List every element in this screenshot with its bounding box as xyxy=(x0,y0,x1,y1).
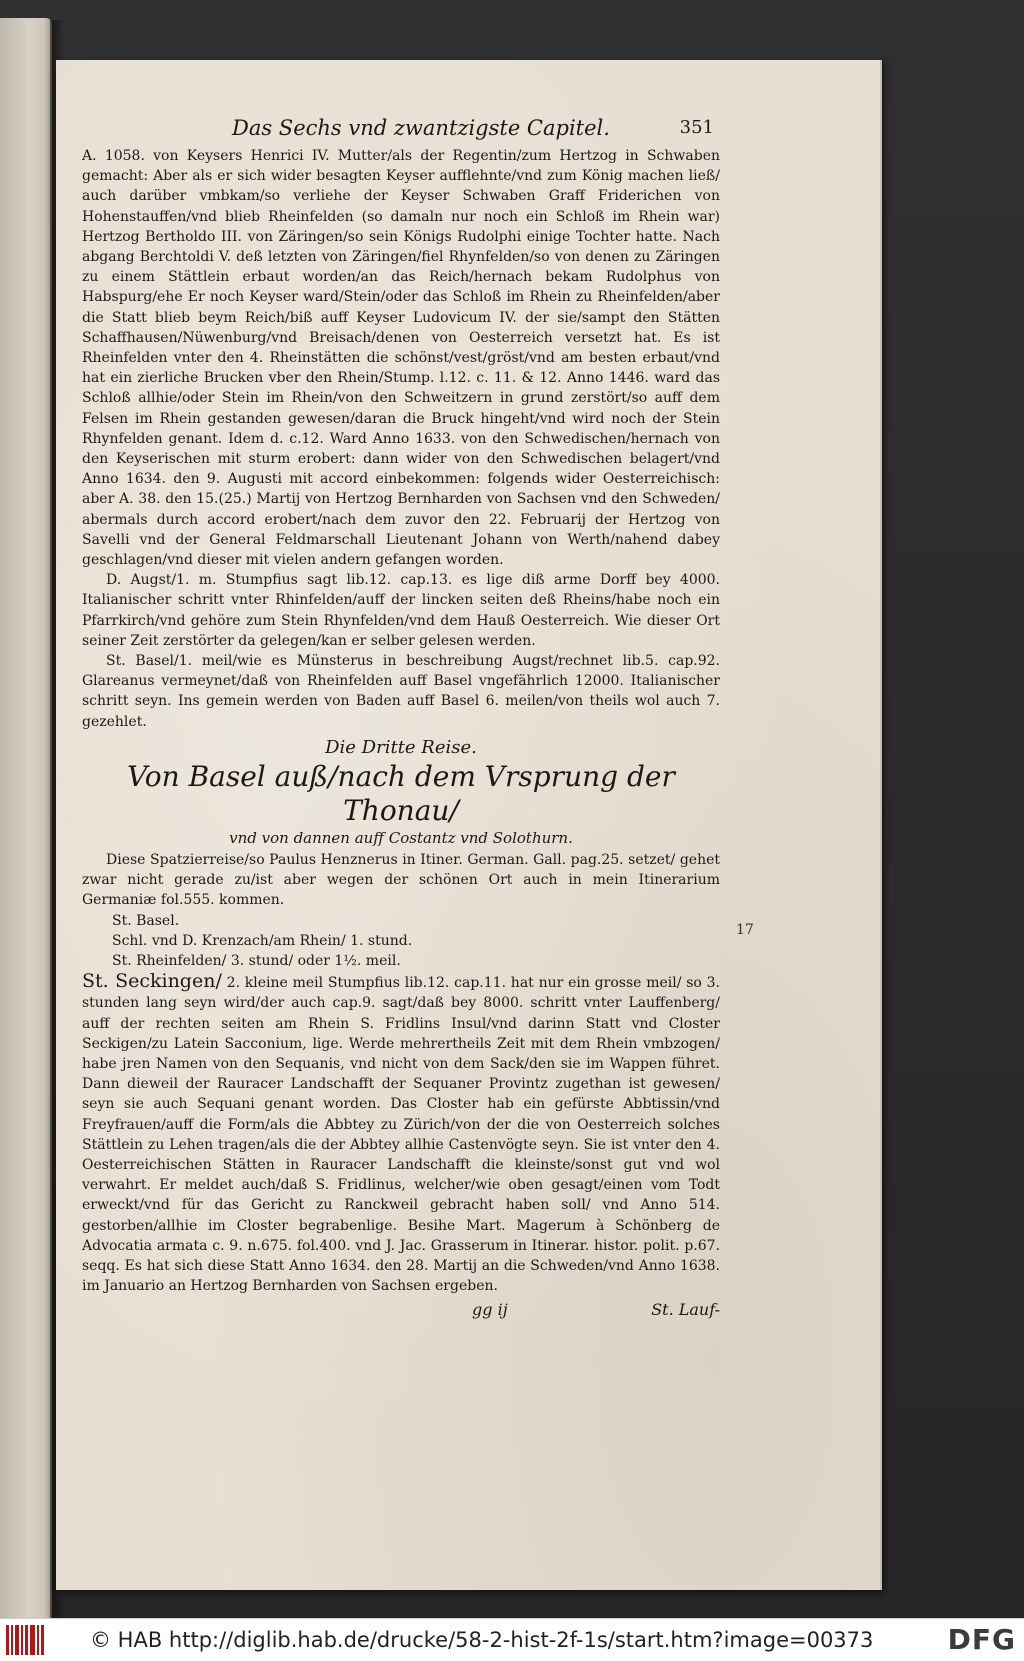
paragraph-basel: St. Basel/1. meil/wie es Münsterus in beschreibung Augst/rechnet lib.5. cap.92. Glareanus vermeynet/daß von Rheinfelden auff Basel vngefährlich 12000. Italianischer schritt seyn. Ins gemein werden von Baden auff Basel 6. meilen/von theils wol auch 7. gezehlet. xyxy=(82,653,720,730)
section-subheading: vnd von dannen auff Costantz vnd Solothurn. xyxy=(229,828,573,847)
paragraph-augst: D. Augst/1. m. Stumpfius sagt lib.12. cap.13. es lige diß arme Dorff bey 4000. Italianischer schritt vnter Rhinfelden/auff der lincken seiten deß Rheins/habe noch ein Pfarrkirch/vnd gehöre zum Stein Rhynfelden/vnd dem Hauß Oesterreich. Wie dieser Ort seiner Zeit zerstörter da gelegen/kan er selber gelesen werden. xyxy=(82,572,720,649)
running-title: Das Sechs vnd zwantzigste Capitel. xyxy=(232,116,610,140)
station-line: Schl. vnd D. Krenzach/am Rhein/ 1. stund. xyxy=(112,932,413,949)
margin-note: 17 xyxy=(736,922,754,938)
left-page-edge xyxy=(0,18,52,1618)
signature-mark: gg ij xyxy=(472,1300,508,1320)
section-heading-small: Die Dritte Reise. xyxy=(325,736,477,758)
credit-link[interactable]: © HAB http://diglib.hab.de/drucke/58-2-hist-2f-1s/start.htm?image=00373 xyxy=(90,1628,874,1652)
page-number: 351 xyxy=(679,117,714,138)
page-footer xyxy=(82,1300,720,1324)
page-text xyxy=(82,118,720,1324)
barcode-icon xyxy=(6,1625,46,1655)
station-seckingen-text: 2. kleine meil Stumpfius lib.12. cap.11. hat nur ein grosse meil/ so 3. stunden lang seyn wird/der auch cap.9. sagt/daß bey 8000. schritt vnter Lauffenberg/ auff der rechten seiten am Rhein S. Fridlins Insul/vnd darinn Statt vnd Closter Seckigen/zu Latein Sacconium, lige. Werde mehrertheils Zeit mit dem Rhein vmbzogen/ habe jren Namen von den Sequanis, vnd nicht von dem Sack/den sie im Wappen führet. Dann dieweil der Rauracer Landschafft der Sequaner Provintz zugethan ist gewesen/ seyn sie auch Sequani genant worden. Das Closter hab ein gefürste Abbtissin/vnd Freyfrauen/auff die Form/als die Abbtey zu Zürich/von der die von Oesterreich solches Stättlein zu Lehen tragen/als die der Abbtey allhie Castenvögte seyn. Sie ist vnter den 4. Oesterreichischen Stätten in Rauracer Landschafft die kleinste/sonst gut vnd wol verwahrt. Er meldet auch/daß S. Fridlinus, welcher/wie oben gesagt/einen vom Todt erweckt/vnd für das Gericht zu Ranckweil gebracht haben soll/ vnd Anno 514. gestorben/allhie im Closter begrabenlige. Besihe Mart. Magerum à Schönberg de Advocatia armata c. 9. n.675. fol.400. vnd J. Jac. Grasserum in Itinerar. histor. polit. p.67. seqq. Es hat sich diese Statt Anno 1634. den 28. Martij an die Schweden/vnd Anno 1638. im Januario an Hertzog Bernharden von Sachsen ergeben. xyxy=(82,975,720,1295)
credit-bar xyxy=(0,1618,1024,1661)
station-line: St. Rheinfelden/ 3. stund/ oder 1½. meil. xyxy=(112,952,401,969)
paragraph-seckingen xyxy=(82,971,720,1296)
section-heading-large: Von Basel auß/nach dem Vrsprung der Thonau/ xyxy=(127,759,675,827)
paragraph-rheinfelden: A. 1058. von Keysers Henrici IV. Mutter/als der Regentin/zum Hertzog in Schwaben gemacht: Aber als er sich wider besagten Keyser aufflehnte/vnd zum König machen ließ/ auch darüber vmbkam/so verliehe der Keyser Schwaben Graff Friderichen von Hohenstauffen/vnd blieb Rheinfelden (so damaln nur noch ein Schloß im Rhein war) Hertzog Bertholdo III. von Zäringen/so sein Königs Rudolphi einige Tochter hatte. Nach abgang Berchtoldi V. deß letzten von Zäringen/fiel Rhynfelden/so von denen zu Zäringen zu einem Stättlein erbaut worden/an das Reich/hernach bekam Rudolphus von Habspurg/ehe Er noch Keyser ward/Stein/oder das Schloß im Rhein zu Rheinfelden/aber die Statt blieb beym Reich/biß auff Keyser Ludovicum IV. der sie/sampt den Stätten Schaffhausen/Nüwenburg/vnd Breisach/denen von Oesterreich versetzt hat. Es ist Rheinfelden vnter den 4. Rheinstätten die schönst/vest/gröst/vnd am besten erbaut/vnd hat ein zierliche Brucken vber den Rhein/Stump. l.12. c. 11. & 12. Anno 1446. ward das Schloß allhie/oder Stein im Rhein/von den Schweitzern in grund zerstört/so auff dem Felsen im Rhein gestanden gewesen/daran die Bruck hingeht/vnd wird noch der Stein Rhynfelden genant. Idem d. c.12. Ward Anno 1633. von den Schwedischen/hernach von den Keyserischen mit sturm erobert: dann wider von den Schwedischen belagert/vnd Anno 1634. den 9. Augusti mit accord einbekommen: folgends wider Oesterreichisch: aber A. 38. den 15.(25.) Martij von Hertzog Bernharden von Sachsen vnd den Schweden/ abermals durch accord erobert/nach dem zuvor den 22. Februarij der Hertzog von Savelli vnd der General Feldmarschall Lieutenant Johann von Werth/nahend dabey geschlagen/vnd dieser mit vielen andern gefangen worden. xyxy=(82,148,720,569)
page-header xyxy=(82,118,720,144)
paragraph-intro: Diese Spatzierreise/so Paulus Henznerus in Itiner. German. Gall. pag.25. setzet/ gehet zwar nicht gerade zu/ist aber wegen der schönen Ort auch in mein Itinerarium Germaniæ fol.555. kommen. xyxy=(82,851,720,909)
catchword: St. Lauf- xyxy=(651,1300,720,1320)
station-line: St. Basel. xyxy=(112,912,180,929)
station-seckingen-name: St. Seckingen/ xyxy=(82,970,222,993)
dfg-logo: DFG xyxy=(947,1623,1016,1656)
